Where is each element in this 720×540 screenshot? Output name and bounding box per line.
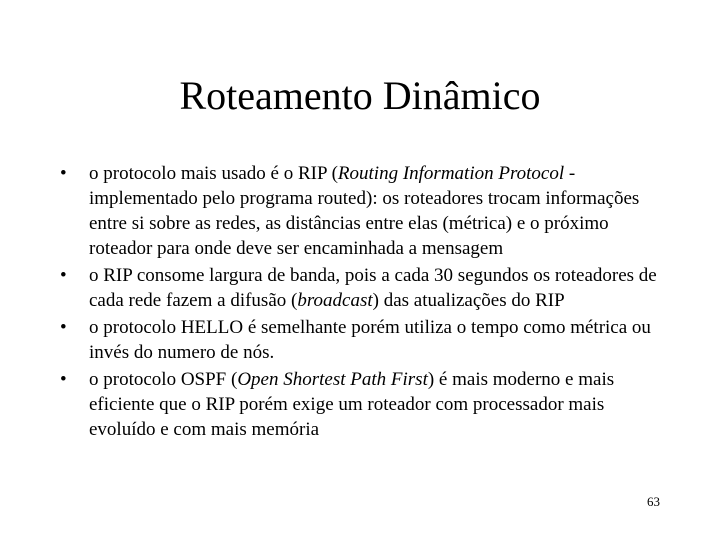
bullet-text-part: o RIP consome largura de banda, pois a cada 30 segundos os roteadores de cada rede fazem a difusão ( [89, 265, 657, 311]
bullet-item [60, 263, 670, 313]
bullet-text [89, 317, 651, 363]
bullet-marker-icon: • [60, 163, 67, 184]
slide-title: Roteamento Dinâmico [179, 73, 541, 118]
bullet-text-italic-part: broadcast [297, 290, 373, 311]
bullet-text-italic-part: Routing Information Protocol [337, 163, 565, 184]
bullet-text-part: o protocolo mais usado é o RIP ( [89, 163, 338, 184]
bullet-text-part: ) é mais moderno e mais eficiente que o RIP porém exige um roteador com processador mais evoluído e com mais memória [89, 369, 615, 440]
bullet-text [89, 369, 614, 440]
bullet-text-part: - implementado pelo programa routed): os roteadores trocam informações entre si sobre as redes, as distâncias entre elas (métrica) e o próximo roteador para onde deve ser encaminhada a mensagem [89, 163, 640, 259]
page-number: 63 [647, 494, 660, 509]
bullet-text-italic-part: Open Shortest Path First [237, 369, 428, 390]
bullet-list [60, 161, 670, 444]
bullet-item [60, 315, 670, 365]
bullet-text-part: o protocolo OSPF ( [89, 369, 238, 390]
bullet-item [60, 367, 670, 442]
bullet-marker-icon: • [60, 265, 67, 286]
bullet-marker-icon: • [60, 369, 67, 390]
bullet-text-part: ) das atualizações do RIP [372, 290, 565, 311]
bullet-marker-icon: • [60, 317, 67, 338]
bullet-item [60, 161, 670, 261]
bullet-text-part: o protocolo HELLO é semelhante porém utiliza o tempo como métrica ou invés do numero de nós. [89, 317, 651, 363]
bullet-text [89, 265, 657, 311]
bullet-text [89, 163, 639, 259]
